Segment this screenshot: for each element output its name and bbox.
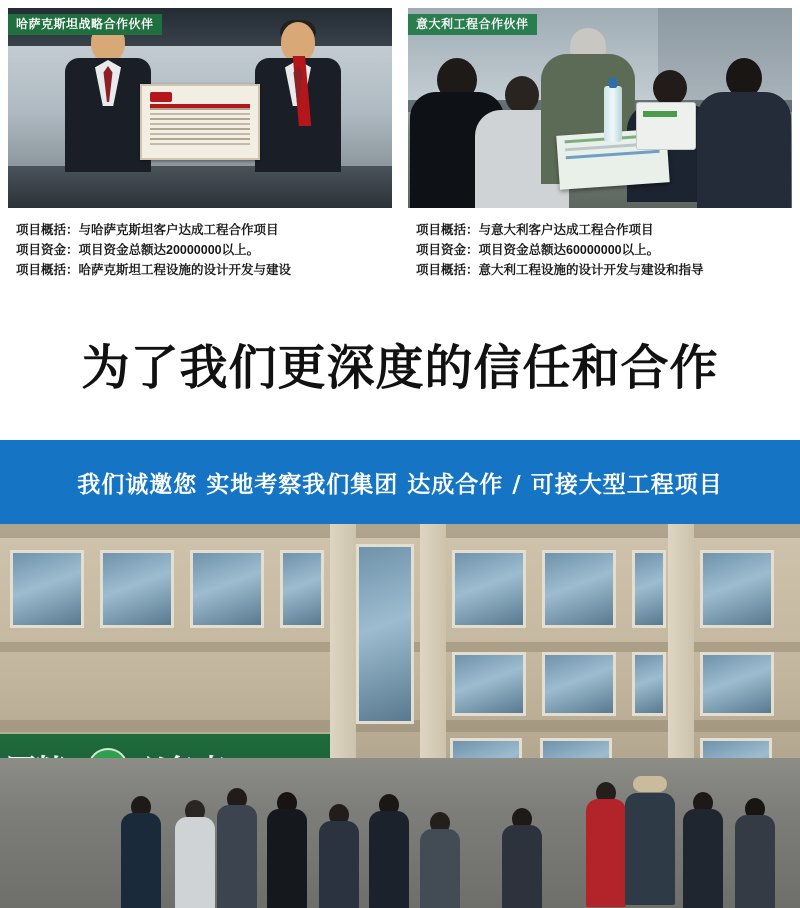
project-tag-label: 哈萨克斯坦战略合作伙伴	[8, 14, 162, 35]
project-cards	[0, 0, 800, 280]
project-captions-kazakhstan	[8, 208, 392, 280]
person-foreground-right	[696, 58, 792, 208]
visitor	[678, 792, 728, 908]
caption-line: 项目资金：项目资金总额达20000000以上。	[16, 243, 260, 257]
caption-line: 项目概括：与哈萨克斯坦客户达成工程合作项目	[16, 223, 279, 237]
visitor	[262, 792, 312, 908]
visitor-hat	[620, 776, 680, 908]
head	[653, 70, 687, 106]
desk-device	[636, 102, 696, 150]
visitor	[418, 812, 462, 908]
water-bottle	[604, 86, 622, 142]
award-certificate	[140, 84, 260, 160]
office-building-facade	[0, 524, 800, 762]
project-card-kazakhstan	[0, 8, 400, 280]
project-captions-italy	[408, 208, 792, 280]
person-right	[250, 22, 346, 172]
caption-line: 项目资金：项目资金总额达60000000以上。	[416, 243, 660, 257]
visitor	[364, 794, 414, 908]
meeting-room-scene	[408, 8, 792, 208]
head	[505, 76, 539, 114]
stage-floor	[8, 166, 392, 208]
invitation-banner	[0, 440, 800, 524]
caption-line: 项目概括：意大利工程设施的设计开发与建设和指导	[416, 263, 704, 277]
invitation-text: 我们诚邀您 实地考察我们集团 达成合作 / 可接大型工程项目	[77, 471, 723, 498]
certificate-seal	[150, 92, 172, 102]
visitor	[500, 808, 544, 908]
kazakhstan-partnership-photo	[8, 8, 392, 208]
page-headline: 为了我们更深度的信任和合作	[81, 340, 719, 396]
certificate-text-lines	[150, 108, 250, 148]
caption-line: 项目概括：与意大利客户达成工程合作项目	[416, 223, 654, 237]
visitor	[212, 788, 262, 908]
award-ceremony-scene	[8, 8, 392, 208]
body	[697, 92, 791, 208]
visitor	[316, 804, 362, 908]
italy-partnership-photo	[408, 8, 792, 208]
project-card-italy	[400, 8, 800, 280]
factory-headquarters-photo	[0, 524, 800, 908]
visitor	[730, 798, 780, 908]
caption-line: 项目概括：哈萨克斯坦工程设施的设计开发与建设	[16, 263, 292, 277]
project-tag-label: 意大利工程合作伙伴	[408, 14, 537, 35]
visitor	[118, 796, 164, 908]
